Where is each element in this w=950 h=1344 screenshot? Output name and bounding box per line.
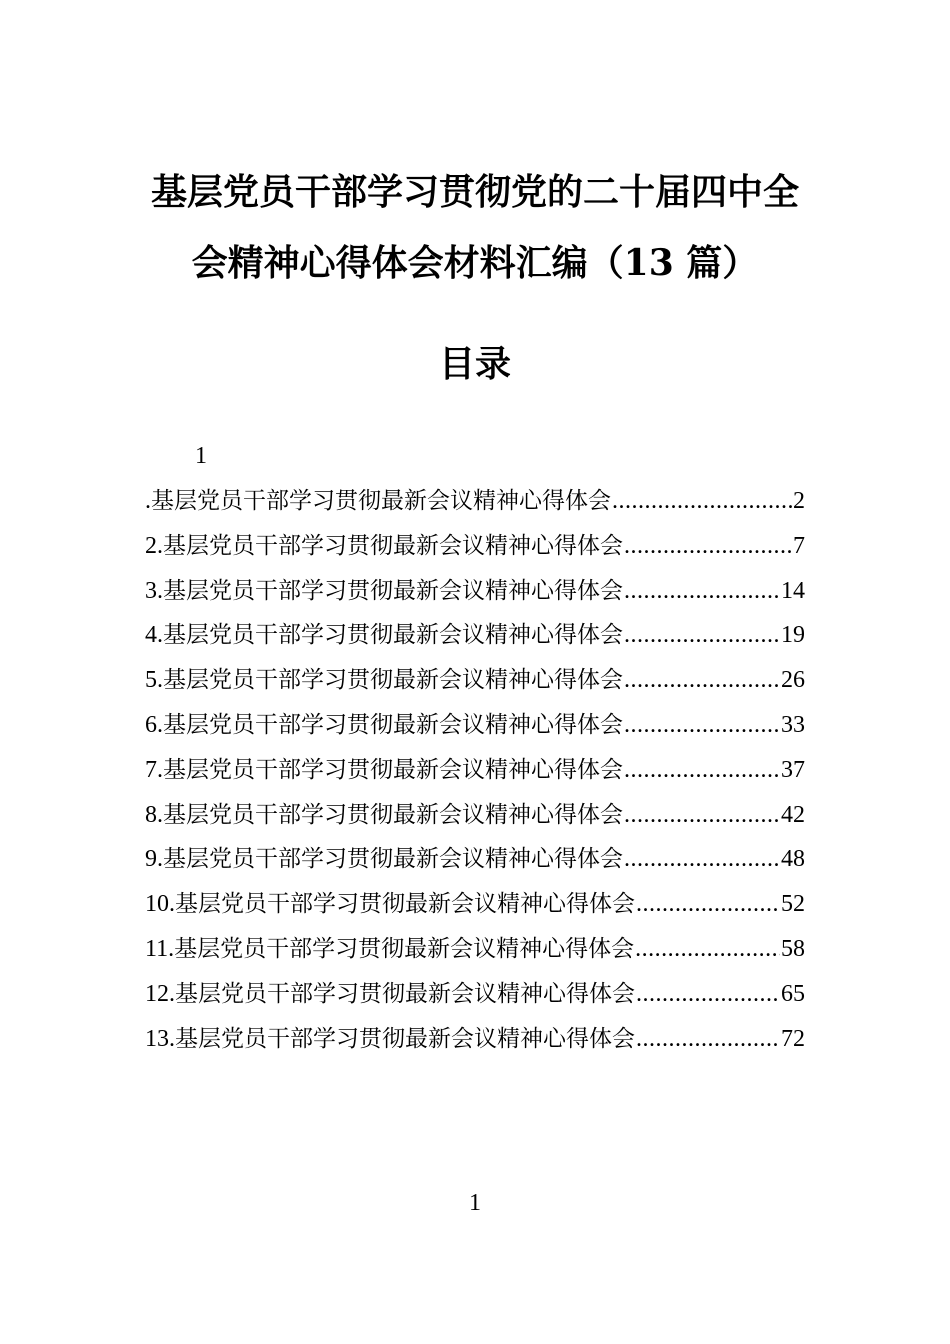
toc-entry-number: 11. xyxy=(145,935,175,962)
toc-entry-page: 2 xyxy=(793,488,805,514)
toc-dot-leader xyxy=(635,931,780,967)
toc-entry-title: 基层党员干部学习贯彻最新会议精神心得体会 xyxy=(163,532,623,559)
toc-entry-title: 基层党员干部学习贯彻最新会议精神心得体会 xyxy=(174,935,635,962)
toc-entry[interactable] xyxy=(145,976,805,1021)
toc-entry[interactable] xyxy=(145,841,805,886)
toc-entry-page: 7 xyxy=(793,532,805,559)
toc-dot-leader xyxy=(624,617,780,653)
toc-stray-number: 1 xyxy=(195,443,207,469)
toc-dot-leader xyxy=(624,573,780,609)
toc-entry[interactable] xyxy=(145,752,805,797)
toc-entry[interactable] xyxy=(145,573,805,618)
toc-entry-title: 基层党员干部学习贯彻最新会议精神心得体会 xyxy=(163,801,623,828)
toc-entry-number: 9. xyxy=(145,846,163,873)
toc-entry[interactable] xyxy=(145,483,805,528)
toc-heading: 目录 xyxy=(438,343,511,385)
toc-entry-title: 基层党员干部学习贯彻最新会议精神心得体会 xyxy=(163,756,623,783)
toc-entry-title: 基层党员干部学习贯彻最新会议精神心得体会 xyxy=(163,577,623,604)
toc-entry-title: 基层党员干部学习贯彻最新会议精神心得体会 xyxy=(163,622,623,649)
toc-dot-leader xyxy=(624,797,780,833)
toc-entry-number: . xyxy=(145,488,151,514)
page-number: 1 xyxy=(469,1190,481,1216)
toc-entry[interactable] xyxy=(145,797,805,842)
document-title-line-2: 会精神心得体会材料汇编（13 篇） xyxy=(191,242,759,284)
toc-dot-leader xyxy=(624,662,780,698)
toc-entry-title: 基层党员干部学习贯彻最新会议精神心得体会 xyxy=(175,980,635,1007)
toc-dot-leader xyxy=(636,886,780,922)
toc-entry-number: 12. xyxy=(145,980,175,1007)
toc-entry[interactable] xyxy=(145,886,805,931)
toc-entry[interactable] xyxy=(145,707,805,752)
toc-entry-page: 48 xyxy=(781,846,805,873)
toc-entry-page: 72 xyxy=(781,1025,805,1052)
toc-entry-page: 58 xyxy=(781,935,805,962)
toc-entry-number: 2. xyxy=(145,532,163,559)
toc-entry-title: 基层党员干部学习贯彻最新会议精神心得体会 xyxy=(151,488,611,514)
toc-entry[interactable] xyxy=(145,617,805,662)
toc-dot-leader xyxy=(636,1021,780,1057)
toc-entry-page: 14 xyxy=(781,577,805,604)
toc-entry-page: 65 xyxy=(781,980,805,1007)
toc-entry[interactable] xyxy=(145,662,805,707)
toc-entry-page: 52 xyxy=(781,891,805,918)
toc-entry-title: 基层党员干部学习贯彻最新会议精神心得体会 xyxy=(163,846,623,873)
toc-entry-number: 13. xyxy=(145,1025,175,1052)
toc-entry-title: 基层党员干部学习贯彻最新会议精神心得体会 xyxy=(163,667,623,694)
toc-entry-number: 8. xyxy=(145,801,163,828)
toc-dot-leader xyxy=(624,707,780,743)
toc-dot-leader xyxy=(612,483,792,519)
toc-entry-number: 5. xyxy=(145,667,163,694)
toc-dot-leader xyxy=(624,528,792,564)
toc-entry[interactable] xyxy=(145,1021,805,1066)
toc-entry-page: 42 xyxy=(781,801,805,828)
toc-entry-number: 6. xyxy=(145,711,163,738)
toc-entry-page: 26 xyxy=(781,667,805,694)
toc-dot-leader xyxy=(624,752,780,788)
toc-entry-number: 10. xyxy=(145,891,175,918)
toc-entry-title: 基层党员干部学习贯彻最新会议精神心得体会 xyxy=(175,891,635,918)
toc-entry[interactable] xyxy=(145,528,805,573)
toc-entry-number: 3. xyxy=(145,577,163,604)
toc-entry-page: 19 xyxy=(781,622,805,649)
toc-dot-leader xyxy=(624,841,780,877)
document-title-line-1: 基层党员干部学习贯彻党的二十届四中全 xyxy=(150,171,799,213)
toc-entry-page: 37 xyxy=(781,756,805,783)
toc-entry-page: 33 xyxy=(781,711,805,738)
table-of-contents xyxy=(145,483,805,1065)
toc-entry-number: 4. xyxy=(145,622,163,649)
toc-entry[interactable] xyxy=(145,931,805,976)
toc-entry-number: 7. xyxy=(145,756,163,783)
toc-entry-title: 基层党员干部学习贯彻最新会议精神心得体会 xyxy=(175,1025,635,1052)
toc-dot-leader xyxy=(636,976,780,1012)
toc-entry-title: 基层党员干部学习贯彻最新会议精神心得体会 xyxy=(163,711,623,738)
